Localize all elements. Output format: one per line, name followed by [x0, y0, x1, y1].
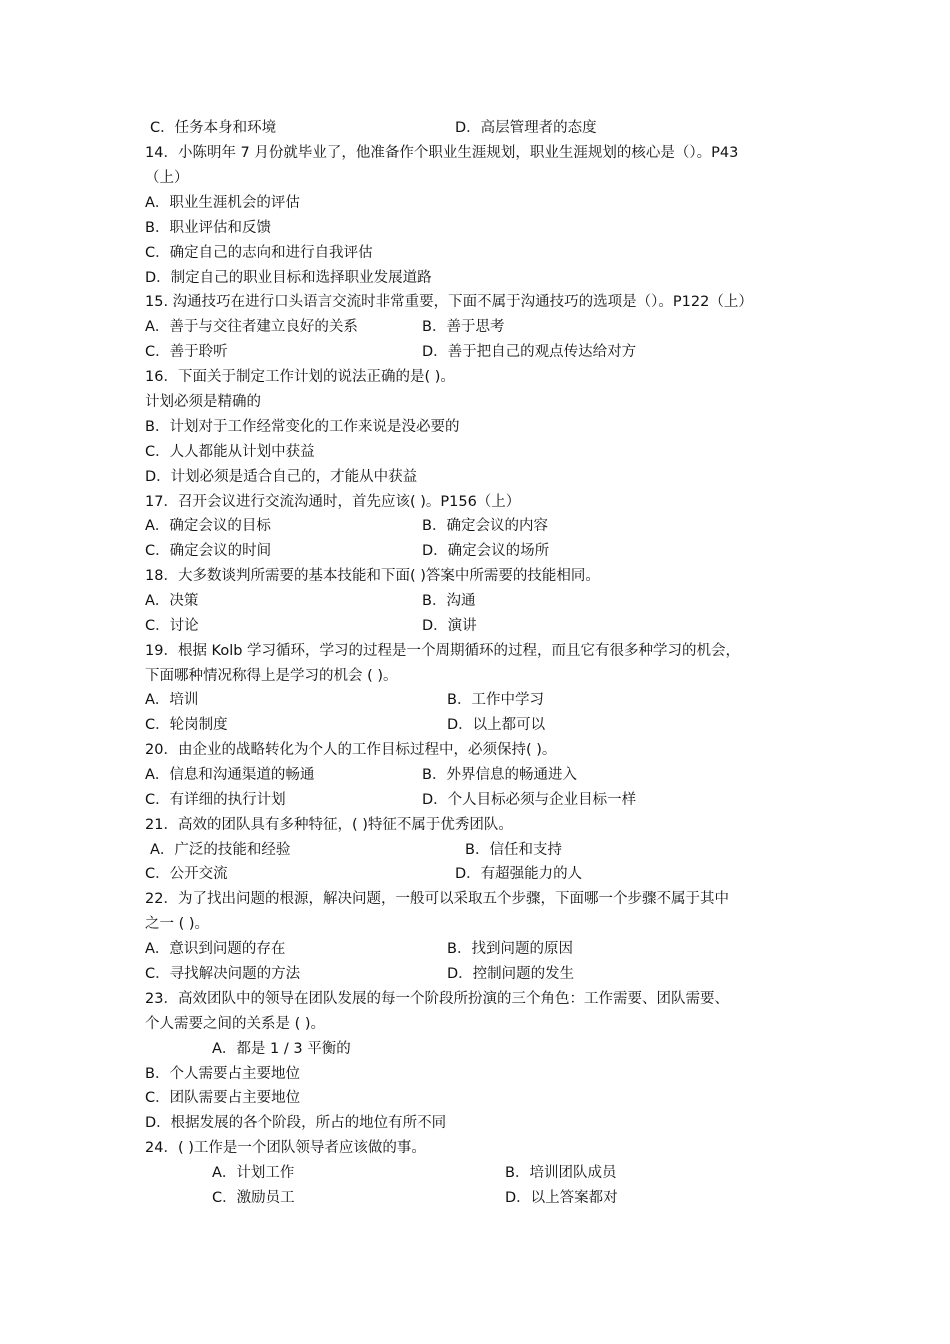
- option-text: D．演讲: [422, 618, 477, 634]
- question-text: 18．大多数谈判所需要的基本技能和下面( )答案中所需要的技能相同。: [145, 568, 600, 584]
- question-text: 20．由企业的战略转化为个人的工作目标过程中，必须保持( )。: [145, 742, 557, 758]
- option-text: B．工作中学习: [447, 692, 544, 708]
- option-text: B．培训团队成员: [505, 1165, 617, 1181]
- question-text: 14．小陈明年 7 月份就毕业了，他准备作个职业生涯规划，职业生涯规划的核心是（）。P43: [145, 145, 739, 161]
- question-text: 16．下面关于制定工作计划的说法正确的是( )。: [145, 369, 455, 385]
- option-text: 计划必须是精确的: [145, 394, 261, 410]
- option-text: C．讨论: [145, 618, 199, 634]
- question-text: 之一 ( )。: [145, 916, 210, 932]
- option-text: C．人人都能从计划中获益: [145, 444, 315, 460]
- option-text: A．善于与交往者建立良好的关系: [145, 319, 358, 335]
- option-text: C．激励员工: [212, 1190, 295, 1206]
- question-text: 22．为了找出问题的根源，解决问题，一般可以采取五个步骤，下面哪一个步骤不属于其中: [145, 891, 729, 907]
- option-text: B．职业评估和反馈: [145, 220, 271, 236]
- option-text: C．确定自己的志向和进行自我评估: [145, 245, 373, 261]
- option-text: A．广泛的技能和经验: [150, 842, 291, 858]
- option-text: B．外界信息的畅通进入: [422, 767, 577, 783]
- option-text: C．确定会议的时间: [145, 543, 272, 559]
- option-text: D．以上答案都对: [505, 1190, 618, 1206]
- option-text: B．计划对于工作经常变化的工作来说是没必要的: [145, 419, 460, 435]
- option-text: C．任务本身和环境: [150, 120, 277, 136]
- question-text: 23．高效团队中的领导在团队发展的每一个阶段所扮演的三个角色：工作需要、团队需要、: [145, 991, 729, 1007]
- option-text: D．高层管理者的态度: [455, 120, 597, 136]
- option-text: C．善于聆听: [145, 344, 228, 360]
- option-text: D．以上都可以: [447, 717, 546, 733]
- option-text: C．寻找解决问题的方法: [145, 966, 301, 982]
- option-text: B．找到问题的原因: [447, 941, 573, 957]
- option-text: A．确定会议的目标: [145, 518, 271, 534]
- option-text: D．确定会议的场所: [422, 543, 550, 559]
- option-text: B．确定会议的内容: [422, 518, 548, 534]
- option-text: C．公开交流: [145, 866, 228, 882]
- option-text: D．有超强能力的人: [455, 866, 583, 882]
- question-text: 下面哪种情况称得上是学习的机会 ( )。: [145, 668, 398, 684]
- option-text: D．个人目标必须与企业目标一样: [422, 792, 637, 808]
- question-text: 21．高效的团队具有多种特征，( )特征不属于优秀团队。: [145, 817, 513, 833]
- option-text: A．决策: [145, 593, 199, 609]
- question-text: 17．召开会议进行交流沟通时，首先应该( )。P156（上）: [145, 494, 521, 510]
- question-text: 24．( )工作是一个团队领导者应该做的事。: [145, 1140, 426, 1156]
- option-text: A．职业生涯机会的评估: [145, 195, 300, 211]
- option-text: D．计划必须是适合自己的，才能从中获益: [145, 469, 418, 485]
- option-text: C．轮岗制度: [145, 717, 228, 733]
- option-text: D．控制问题的发生: [447, 966, 575, 982]
- option-text: A．计划工作: [212, 1165, 295, 1181]
- option-text: C．有详细的执行计划: [145, 792, 286, 808]
- option-text: A．信息和沟通渠道的畅通: [145, 767, 315, 783]
- option-text: D．善于把自己的观点传达给对方: [422, 344, 637, 360]
- option-text: A．意识到问题的存在: [145, 941, 286, 957]
- option-text: B．个人需要占主要地位: [145, 1066, 300, 1082]
- option-text: D．根据发展的各个阶段，所占的地位有所不同: [145, 1115, 447, 1131]
- option-text: B．沟通: [422, 593, 476, 609]
- question-text: （上）: [145, 170, 189, 186]
- option-text: A．培训: [145, 692, 199, 708]
- question-text: 个人需要之间的关系是 ( )。: [145, 1016, 326, 1032]
- option-text: C．团队需要占主要地位: [145, 1090, 301, 1106]
- option-text: B．信任和支持: [465, 842, 562, 858]
- option-text: B．善于思考: [422, 319, 505, 335]
- question-text: 15. 沟通技巧在进行口头语言交流时非常重要，下面不属于沟通技巧的选项是（）。P122（上）: [145, 294, 753, 310]
- question-text: 19．根据 Kolb 学习循环，学习的过程是一个周期循环的过程，而且它有很多种学习的机会，: [145, 643, 741, 659]
- option-text: A．都是 1 / 3 平衡的: [212, 1041, 351, 1057]
- option-text: D．制定自己的职业目标和选择职业发展道路: [145, 270, 432, 286]
